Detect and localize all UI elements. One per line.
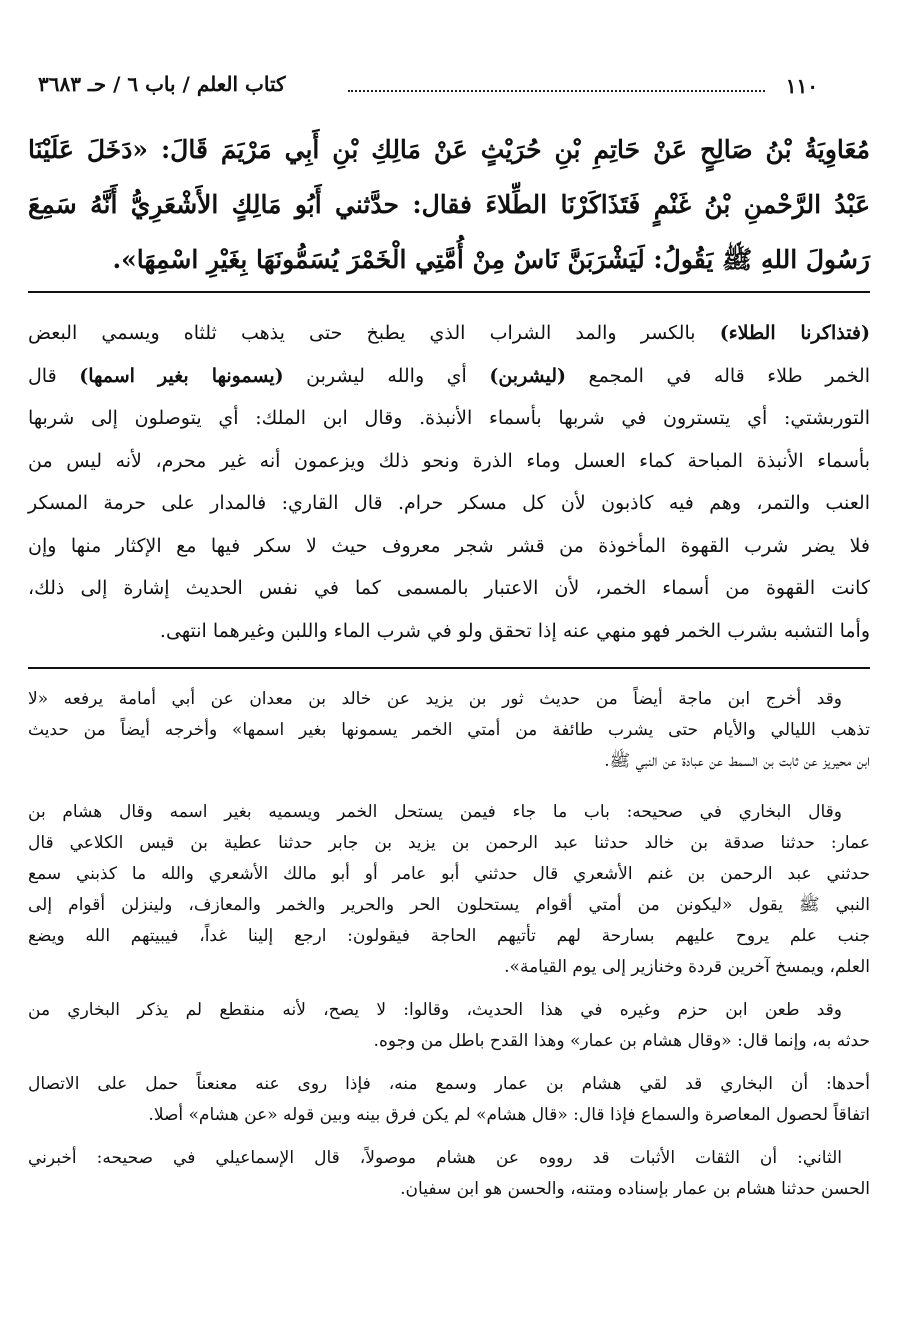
note-line: العلم، ويمسخ آخرين قردة وخنازير إلى يوم القيامة». [504,957,870,977]
commentary-text: أي والله ليشربن [283,364,490,387]
note-line: الحسن حدثنا هشام بن عمار بإسناده ومتنه، والحسن هو ابن سفيان. [400,1179,870,1199]
note-line: وقد طعن ابن حزم وغيره في هذا الحديث، وقالوا: لا يصح، لأنه منقطع لم يذكر البخاري من [28,1000,842,1020]
note-line: وقد أخرج ابن ماجة أيضاً من حديث ثور بن يزيد عن خالد بن معدان عن أبي أمامة يرفعه «لا [28,689,842,709]
divider-rule [28,667,870,669]
commentary-line [28,312,870,355]
note-line: الثاني: أن الثقات الأثبات قد رووه عن هشام موصولاً، قال الإسماعيلي في صحيحه: أخبرني [28,1148,842,1168]
hadith-line: مُعَاوِيَةُ بْنُ صَالِحٍ عَنْ حَاتِمِ بْنِ حُرَيْثٍ عَنْ مَالِكِ بْنِ أَبِي مَرْيَمَ قَالَ: «دَخَلَ عَلَيْنَا [28,135,870,164]
commentary-block [28,312,870,652]
hadith-line: رَسُولَ اللهِ ﷺ يَقُولُ: لَيَشْرَبَنَّ نَاسٌ مِنْ أُمَّتِي الْخَمْرَ يُسَمُّونَهَا بِغَيْرِ اسْمِهَا». [112,245,870,274]
commentary-line [28,355,870,398]
note-line: النبي ﷺ يقول «ليكونن من أمتي أقوام يستحلون الحر والحرير والخمر والمعازف، ولينزلن أقوام إلى [28,895,870,915]
page-number: ١١٠ [785,74,818,98]
paragraph-gap [28,1131,870,1143]
commentary-line: كانت القهوة من أسماء الخمر، لأن الاعتبار بالمسمى كما في نفس الحديث إشارة إلى ذلك، [28,577,870,599]
commentary-line: العنب والتمر، وهم فيه كاذبون لأن كل مسكر حرام. قال القاري: فالمدار على حرمة المسكر [28,492,870,514]
commentary-keyword: (فتذاكرنا الطلاء) [719,322,871,344]
running-title: كتاب العلم / باب ٦ / حـ ٣٦٨٣ [38,72,286,96]
hadith-text [28,122,870,287]
note-line: أحدها: أن البخاري قد لقي هشام بن عمار وسمع منه، فإذا روى عنه معنعناً حمل على الاتصال [28,1074,870,1094]
commentary-keyword: (ليشربن) [489,364,567,387]
note-line: حدثني عبد الرحمن بن غنم الأشعري قال حدثني أبو عامر أو أبو مالك الأشعري والله ما كذبني سمع [28,864,870,884]
note-line: حدثه به، وإنما قال: «وقال هشام بن عمار» وهذا القدح باطل من وجوه. [373,1031,870,1051]
divider-rule [28,291,870,293]
paragraph-gap [28,777,870,797]
note-line: عمار: حدثنا صدقة بن خالد حدثنا عبد الرحمن بن يزيد بن جابر حدثنا عطية بن قيس الكلاعي قال [28,833,870,853]
commentary-line: التوربشتي: أي يتسترون في شربها بأسماء الأنبذة. وقال ابن الملك: أي يتوصلون إلى شربها [28,407,870,429]
commentary-text: قال [28,364,80,387]
hadith-line: عَبْدُ الرَّحْمنِ بْنُ غَنْمٍ فَتَذَاكَرْنَا الطِّلاءَ فقال: حدَّثني أَبُو مَالِكٍ الأَشْعَرِيُّ أَنَّهُ سَمِعَ [28,190,870,219]
commentary-text: الخمر طلاء قاله في المجمع [566,364,870,387]
paragraph-gap [28,983,870,995]
paragraph-gap [28,1057,870,1069]
commentary-line: وأما التشبه بشرب الخمر فهو منهي عنه إذا تحقق ولو في شرب الماء واللبن وغيرهما انتهى. [159,619,870,642]
note-line: تذهب الليالي والأيام حتى يشرب طائفة من أمتي الخمر يسمونها بغير اسمها» وأخرجه أيضاً من حديث [28,720,870,740]
note-line: اتفاقاً لحصول المعاصرة والسماع فإذا قال: «قال هشام» لم يكن فرق بينه وبين قوله «عن هشام» أصلا. [148,1105,870,1125]
commentary-line: فلا يضر شرب القهوة المأخوذة من قشر شجر معروف حيث لا سكر فيها مع الإكثار منها وإن [28,534,870,557]
page-header [28,68,870,108]
footnotes-block [28,684,870,1205]
commentary-keyword: (يسمونها بغير اسمها) [79,364,284,387]
commentary-line: بأسماء الأنبذة المباحة كماء العسل وماء الذرة ونحو ذلك ويزعمون أنه غير محرم، لأنه ليس من [28,449,870,472]
header-dotted-leader [348,90,765,92]
commentary-text: بالكسر والمد الشراب الذي يطبخ حتى يذهب ثلثاه ويسمي البعض [28,322,720,344]
note-line: وقال البخاري في صحيحه: باب ما جاء فيمن يستحل الخمر ويسميه بغير اسمه وقال هشام بن [28,802,842,822]
note-line: جنب علم يروح عليهم بسارحة لهم تأتيهم الحاجة فيقولون: ارجع إلينا غداً، فيبيتهم الله ويضع [28,926,870,946]
note-line: ابن محيريز عن ثابت بن السمط عن عبادة عن النبي ﷺ. [604,751,870,771]
